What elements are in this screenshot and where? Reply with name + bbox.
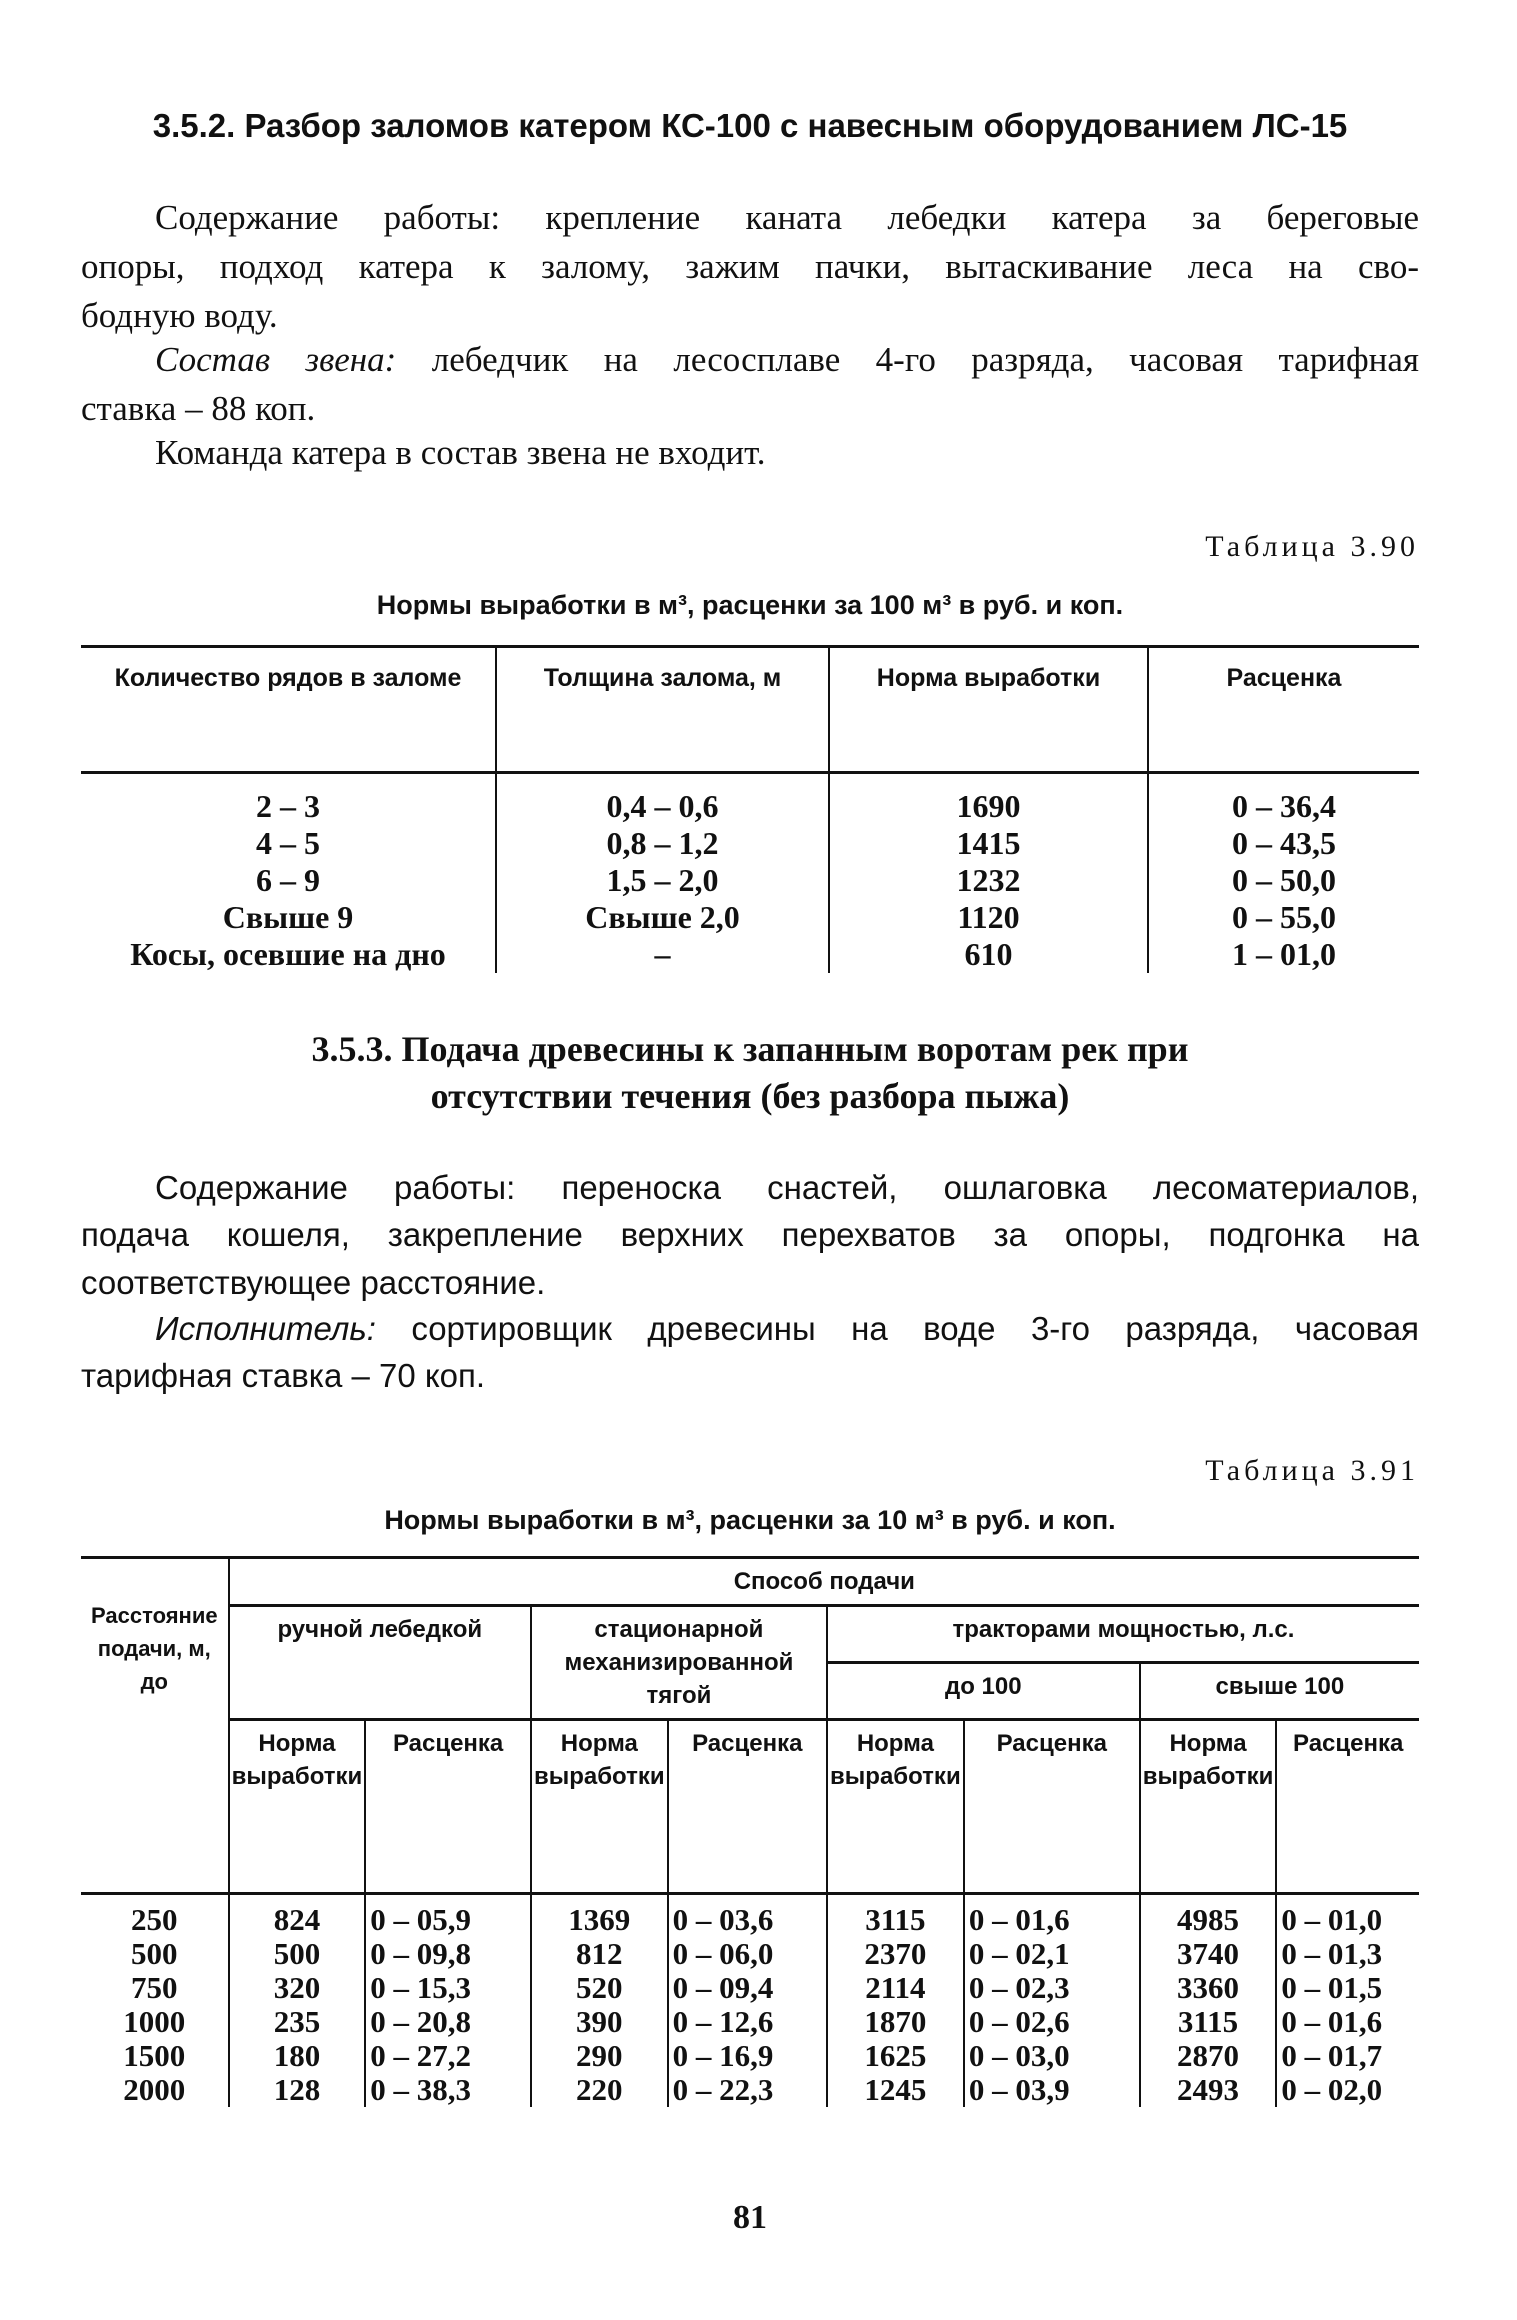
table-cell: 0 – 15,3	[365, 1971, 531, 2005]
table-cell: 4985	[1140, 1894, 1277, 1938]
table-cell: 750	[131, 1970, 178, 2005]
table-cell: 1500	[123, 2038, 186, 2073]
table-cell: 1,5 – 2,0	[496, 862, 829, 899]
table-cell: 0 – 38,3	[365, 2073, 531, 2107]
crew-label: Состав звена:	[155, 340, 397, 379]
table-cell: 2 – 3	[256, 788, 320, 824]
header-rate: Расценка	[1276, 1720, 1419, 1894]
table-row	[81, 936, 1419, 973]
table-cell: 2000	[123, 2072, 186, 2107]
table-cell: Свыше 2,0	[496, 899, 829, 936]
header-over-100: свыше 100	[1140, 1663, 1419, 1720]
table-cell: 0 – 01,6	[1276, 2005, 1419, 2039]
table-cell: 812	[531, 1937, 668, 1971]
section-3-5-2-content-line: Содержание работы: крепление каната лебедки катера за береговые	[155, 198, 1419, 237]
table-cell: 0 – 06,0	[668, 1937, 827, 1971]
header-norm: Норма выработки	[1140, 1720, 1277, 1894]
table-cell: 0 – 22,3	[668, 2073, 827, 2107]
table-cell: 220	[531, 2073, 668, 2107]
table-row	[81, 862, 1419, 899]
crew-line: ставка – 88 коп.	[81, 389, 316, 428]
header-norm: Норма выработки	[531, 1720, 668, 1894]
worker-text: сортировщик древесины на воде 3-го разряда, часовая	[411, 1310, 1420, 1347]
section-3-5-3-heading: 3.5.3. Подача древесины к запанным воротам рек при	[311, 1029, 1189, 1069]
table-row	[81, 1971, 1419, 2005]
table-cell: Косы, осевшие на дно	[130, 936, 446, 972]
table-cell: 0 – 20,8	[365, 2005, 531, 2039]
table-cell: 1120	[829, 899, 1148, 936]
table-cell: 0 – 01,3	[1276, 1937, 1419, 1971]
table-row	[81, 773, 1419, 826]
table-cell: 520	[531, 1971, 668, 2005]
table-cell: 0 – 50,0	[1148, 862, 1419, 899]
worker-line: тарифная ставка – 70 коп.	[81, 1357, 486, 1394]
section-3-5-2-content-line: бодную воду.	[81, 296, 278, 335]
table-cell: 500	[131, 1936, 178, 1971]
header-distance: Расстояние подачи, м, до	[81, 1558, 229, 1894]
table-cell: 320	[229, 1971, 366, 2005]
table-header-row	[81, 647, 1419, 773]
header-rate: Расценка	[668, 1720, 827, 1894]
table-cell: 235	[229, 2005, 366, 2039]
header-upto-100: до 100	[827, 1663, 1140, 1720]
table-3-91-label: Таблица 3.91	[1205, 1454, 1419, 1487]
table-row	[81, 2005, 1419, 2039]
header-rows-count: Количество рядов в заломе	[114, 664, 462, 692]
table-cell: 1870	[827, 2005, 964, 2039]
table-cell: 0 – 02,1	[964, 1937, 1140, 1971]
table-cell: 1245	[827, 2073, 964, 2107]
table-cell: 1 – 01,0	[1148, 936, 1419, 973]
table-cell: 3115	[1140, 2005, 1277, 2039]
table-cell: 390	[531, 2005, 668, 2039]
table-row	[81, 2039, 1419, 2073]
table-cell: 0 – 02,6	[964, 2005, 1140, 2039]
table-cell: 0 – 09,8	[365, 1937, 531, 1971]
table-cell: 2493	[1140, 2073, 1277, 2107]
header-tractors: тракторами мощностью, л.с.	[827, 1606, 1419, 1663]
table-cell: 1000	[123, 2004, 186, 2039]
table-row	[81, 1937, 1419, 1971]
table-cell: 0 – 01,6	[964, 1894, 1140, 1938]
table-3-90-label: Таблица 3.90	[1205, 530, 1419, 563]
table-cell: 1690	[829, 773, 1148, 826]
table-cell: 4 – 5	[256, 825, 320, 861]
table-3-91	[81, 1556, 1419, 2107]
header-norm: Норма выработки	[829, 647, 1148, 773]
table-cell: 3360	[1140, 1971, 1277, 2005]
table-cell: 0 – 02,0	[1276, 2073, 1419, 2107]
table-cell: 0 – 05,9	[365, 1894, 531, 1938]
table-cell: 1415	[829, 825, 1148, 862]
table-cell: Свыше 9	[222, 899, 354, 935]
table-cell: 0 – 43,5	[1148, 825, 1419, 862]
header-thickness: Толщина залома, м	[496, 647, 829, 773]
table-cell: 6 – 9	[256, 862, 320, 898]
table-cell: 0 – 09,4	[668, 1971, 827, 2005]
crew-text: лебедчик на лесосплаве 4-го разряда, часовая тарифная	[431, 340, 1419, 379]
table-cell: 0 – 02,3	[964, 1971, 1140, 2005]
table-cell: 290	[531, 2039, 668, 2073]
header-norm: Норма выработки	[827, 1720, 964, 1894]
table-cell: 0 – 55,0	[1148, 899, 1419, 936]
table-3-90	[81, 645, 1419, 973]
header-rate: Расценка	[1148, 647, 1419, 773]
section-3-5-2-content-line: опоры, подход катера к залому, зажим пачки, вытаскивание леса на сво-	[81, 247, 1419, 286]
table-row	[81, 899, 1419, 936]
worker-line	[81, 1309, 1419, 1349]
section-3-5-3-content-line: Содержание работы: переноска снастей, ошлаговка лесоматериалов,	[155, 1169, 1419, 1206]
table-cell: 2114	[827, 1971, 964, 2005]
crew-note: Команда катера в состав звена не входит.	[155, 433, 766, 472]
header-norm: Норма выработки	[229, 1720, 366, 1894]
table-3-90-caption: Нормы выработки в м³, расценки за 100 м³ в руб. и коп.	[376, 590, 1124, 620]
table-cell: 250	[131, 1902, 178, 1937]
table-row	[81, 825, 1419, 862]
table-cell: 610	[829, 936, 1148, 973]
crew-line	[81, 340, 1419, 380]
page-number: 81	[733, 2199, 767, 2236]
section-3-5-3-content-line: подача кошеля, закрепление верхних перехватов за опоры, подгонка на	[81, 1216, 1419, 1253]
table-cell: 0 – 01,5	[1276, 1971, 1419, 2005]
table-row	[81, 1894, 1419, 1938]
table-cell: 1369	[531, 1894, 668, 1938]
table-cell: 0,8 – 1,2	[496, 825, 829, 862]
header-stationary: стационарной механизированной тягой	[531, 1606, 827, 1720]
header-rate: Расценка	[365, 1720, 531, 1894]
table-cell: 128	[229, 2073, 366, 2107]
section-3-5-3-heading: отсутствии течения (без разбора пыжа)	[430, 1076, 1070, 1116]
table-cell: 824	[229, 1894, 366, 1938]
table-cell: 180	[229, 2039, 366, 2073]
table-cell: 2870	[1140, 2039, 1277, 2073]
table-cell: 2370	[827, 1937, 964, 1971]
table-cell: 0 – 01,0	[1276, 1894, 1419, 1938]
table-cell: 0 – 36,4	[1148, 773, 1419, 826]
table-3-91-caption: Нормы выработки в м³, расценки за 10 м³ в руб. и коп.	[384, 1505, 1116, 1535]
table-cell: 0 – 03,9	[964, 2073, 1140, 2107]
section-3-5-2-heading: 3.5.2. Разбор заломов катером КС-100 с навесным оборудованием ЛС-15	[152, 107, 1348, 144]
section-3-5-3-content-line: соответствующее расстояние.	[81, 1264, 546, 1301]
header-rate: Расценка	[964, 1720, 1140, 1894]
table-cell: 0 – 27,2	[365, 2039, 531, 2073]
table-cell: –	[496, 936, 829, 973]
table-cell: 0 – 03,0	[964, 2039, 1140, 2073]
table-cell: 0 – 03,6	[668, 1894, 827, 1938]
table-cell: 0 – 16,9	[668, 2039, 827, 2073]
table-cell: 3740	[1140, 1937, 1277, 1971]
table-cell: 0 – 12,6	[668, 2005, 827, 2039]
table-cell: 1232	[829, 862, 1148, 899]
table-cell: 1625	[827, 2039, 964, 2073]
table-cell: 500	[229, 1937, 366, 1971]
table-cell: 0 – 01,7	[1276, 2039, 1419, 2073]
table-cell: 3115	[827, 1894, 964, 1938]
table-cell: 0,4 – 0,6	[496, 773, 829, 826]
worker-label: Исполнитель:	[155, 1310, 376, 1347]
header-method: Способ подачи	[229, 1558, 1419, 1606]
table-row	[81, 2073, 1419, 2107]
header-manual-winch: ручной лебедкой	[229, 1606, 531, 1720]
